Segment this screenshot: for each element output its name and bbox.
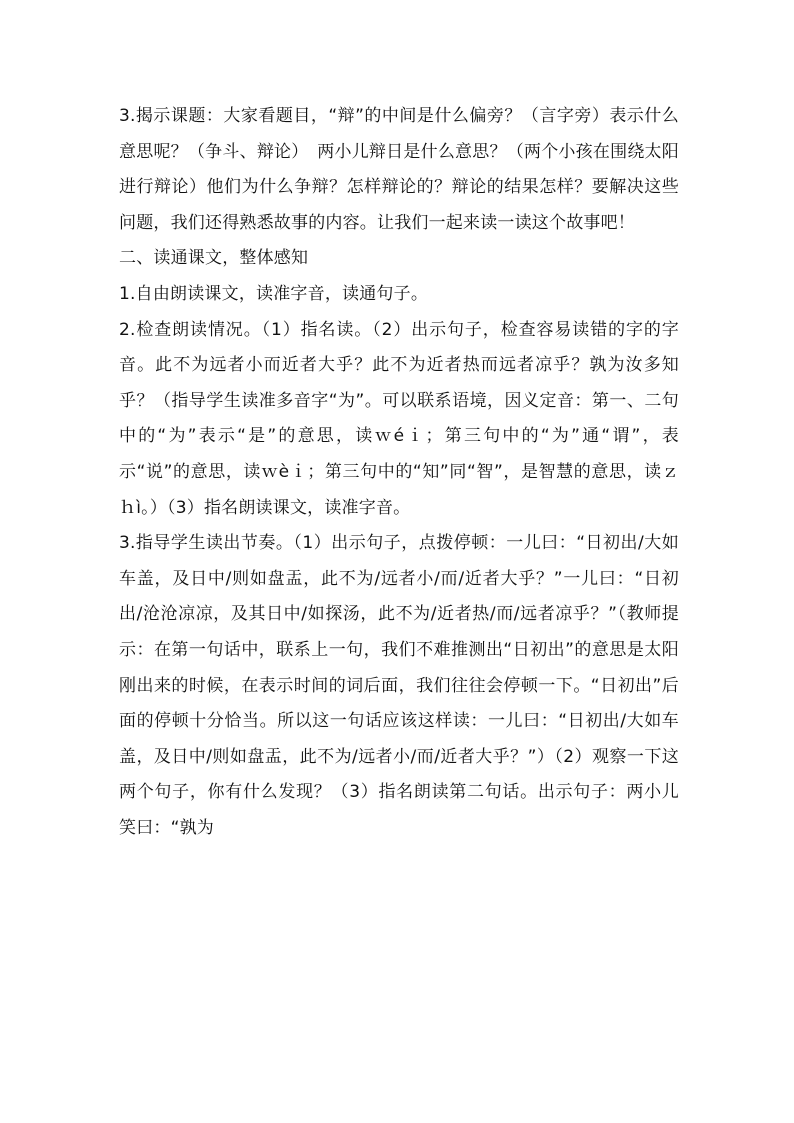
paragraph-step-2: 2.检查朗读情况。（1）指名读。（2）出示句子，检查容易读错的字的字音。此不为远者小而近者大乎？此不为近者热而远者凉乎？孰为汝多知乎？（指导学生读准多音字“为”。可以联系语境，因义定音：第一、二句中的“为”表示“是”的意思，读ｗéｉ；第三句中的“为”通“谓”，表示“说”的意思，读ｗèｉ；第三句中的“知”同“智”，是智慧的意思，读ｚｈì。）（3）指名朗读课文，读准字音。: [119, 319, 679, 518]
paragraph-topic-intro: 3.揭示课题：大家看题目，“辩”的中间是什么偏旁？（言字旁）表示什么意思呢？（争斗、辩论） 两小儿辩日是什么意思？（两个小孩在围绕太阳进行辩论）他们为什么争辩？怎样辩论的？辩论的结果怎样？要解决这些问题，我们还得熟悉故事的内容。让我们一起来读一读这个故事吧！: [119, 106, 679, 233]
paragraph-step-3: 3.指导学生读出节奏。（1）出示句子，点拨停顿：一儿曰：“日初出/大如车盖，及日中/则如盘盂，此不为/远者小/而/近者大乎？”一儿曰：“日初出/沧沧凉凉，及其日中/如探汤，此不为/近者热/而/远者凉乎？”（教师提示：在第一句话中，联系上一句，我们不难推测出“日初出”的意思是太阳刚出来的时候，在表示时间的词后面，我们往往会停顿一下。“日初出”后面的停顿十分恰当。所以这一句话应该这样读：一儿曰：“日初出/大如车盖，及日中/则如盘盂，此不为/远者小/而/近者大乎？”）（2）观察一下这两个句子，你有什么发现？（3）指名朗读第二句话。出示句子：两小儿笑曰：“孰为: [119, 533, 679, 838]
paragraph-step-1: 1.自由朗读课文，读准字音，读通句子。: [119, 283, 429, 304]
section-heading: 二、读通课文，整体感知: [119, 248, 309, 269]
document-body: [119, 99, 679, 846]
